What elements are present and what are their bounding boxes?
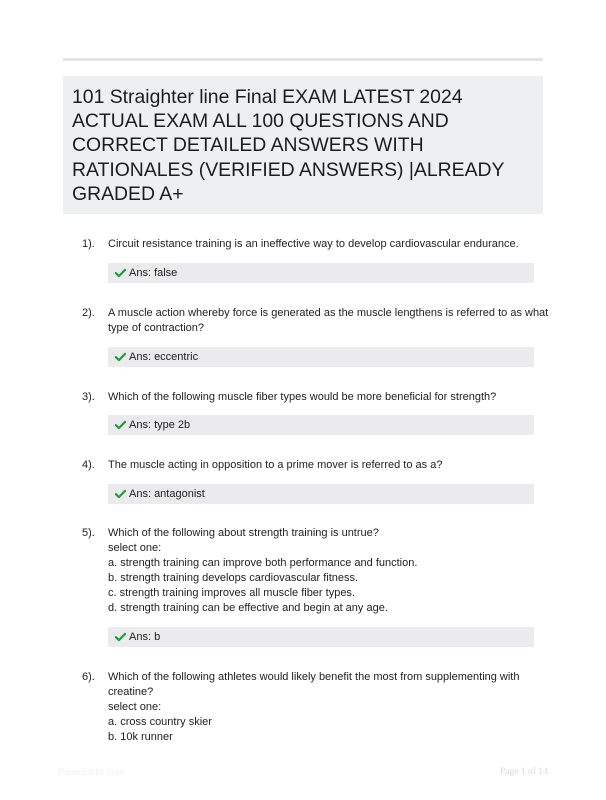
question-line: select one: [108,701,162,713]
question-line: d. strength training can be effective and begin at any age. [108,602,388,614]
question-text [108,390,540,405]
question-line: a. strength training can improve both performance and function. [108,557,418,569]
page-number: Page 1 of 14 [500,767,548,777]
question-line: select one: [108,542,162,554]
answer-text: Ans: antagonist [129,488,205,500]
top-divider [63,58,543,61]
check-icon [115,352,126,362]
title-banner [63,76,543,214]
answer-text: Ans: eccentric [129,351,199,363]
question-number: 4). [82,459,95,471]
question-number: 3). [82,391,95,403]
check-icon [115,420,126,430]
question-line: b. strength training develops cardiovascular fitness. [108,572,359,584]
question-number: 5). [82,527,95,539]
answer-box [108,347,534,367]
answer-text: Ans: b [129,631,161,643]
answer-text: Ans: type 2b [129,419,191,431]
question-line: Which of the following athletes would likely benefit the most from supplementing with [108,671,520,683]
check-icon [115,489,126,499]
question-line: Which of the following muscle fiber types would be more beneficial for strength? [108,391,497,403]
question-line: b. 10k runner [108,731,173,743]
answer-box [108,263,534,283]
question-line: c. strength training improves all muscle fiber types. [108,587,355,599]
question-text [108,670,540,745]
answer-box [108,627,534,647]
check-icon [115,268,126,278]
question-text [108,306,549,336]
question-line: a. cross country skier [108,716,212,728]
question-number: 2). [82,307,95,319]
question-text [108,526,540,616]
document-title: 101 Straighter line Final EXAM LATEST 2024 ACTUAL EXAM ALL 100 QUESTIONS AND CORRECT DETAILED ANSWERS WITH RATIONALES (VERIFIED ANSWERS) |ALREADY GRADED A+ [72,86,505,205]
question-line: A muscle action whereby force is generated as the muscle lengthens is referred to as what [108,307,549,319]
check-icon [115,632,126,642]
question-line: Circuit resistance training is an ineffective way to develop cardiovascular endurance. [108,238,519,250]
question-line: type of contraction? [108,322,205,334]
answer-text: Ans: false [129,267,178,279]
question-text [108,458,540,473]
question-line: Which of the following about strength training is untrue? [108,527,379,539]
answer-box [108,484,534,504]
answer-box [108,415,534,435]
question-line: creatine? [108,686,154,698]
question-number: 1). [82,238,95,250]
footer-watermark: PaperStbbc.com [58,767,125,777]
question-number: 6). [82,671,95,683]
question-text [108,237,540,252]
question-line: The muscle acting in opposition to a prime mover is referred to as a? [108,459,443,471]
